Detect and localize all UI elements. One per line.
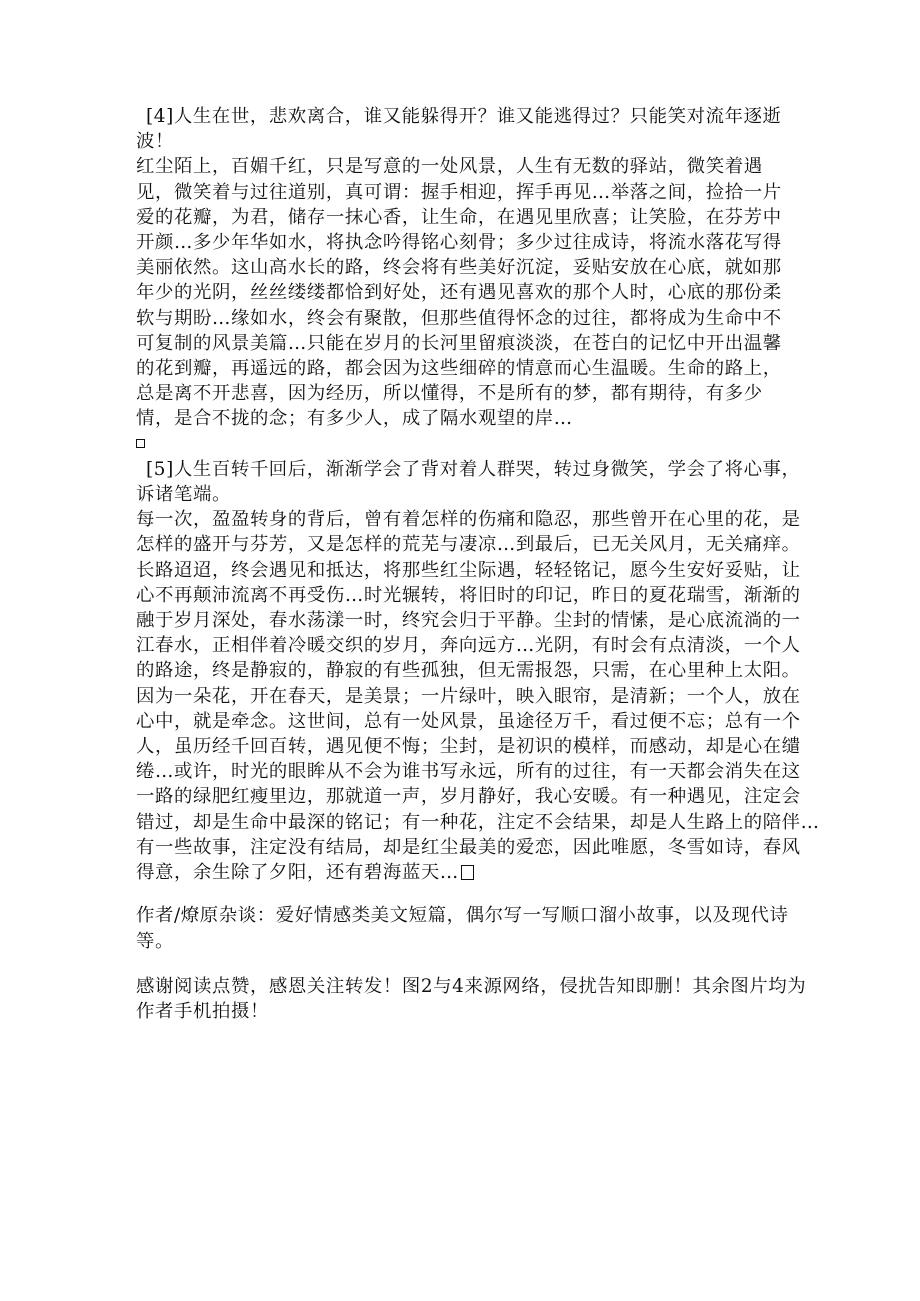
- author-note: [136, 903, 789, 953]
- paragraph-line: 见，微笑着与过往道别，真可谓：握手相迎，挥手再见…举落之间，捡拾一片: [136, 181, 782, 203]
- placeholder-box-icon: [136, 439, 145, 448]
- paragraph-line: 情，是合不拢的念；有多少人，成了隔水观望的岸…: [136, 408, 573, 430]
- spacer: [136, 885, 784, 903]
- paragraph-line: 融于岁月深处，春水荡漾一时，终究会归于平静。尘封的情愫，是心底流淌的一: [136, 610, 801, 632]
- section-5-heading-line: 诉诸笔端。: [136, 484, 231, 506]
- paragraph-line: 错过，却是生命中最深的铭记；有一种花，注定不会结果，却是人生路上的陪伴…: [136, 811, 820, 833]
- thanks-note: [136, 974, 807, 1024]
- section-5: [136, 457, 820, 885]
- section-4-heading-line: [4]人生在世，悲欢离合，谁又能躲得开？谁又能逃得过？只能笑对流年逐逝: [146, 106, 782, 127]
- paragraph-line: 红尘陌上，百媚千红，只是写意的一处风景，人生有无数的驿站，微笑着遇: [136, 156, 763, 178]
- missing-image-placeholder: [136, 432, 784, 457]
- paragraph-line: 美丽依然。这山高水长的路，终会将有些美好沉淀，妥贴安放在心底，就如那: [136, 257, 782, 279]
- paragraph-line: 年少的光阴，丝丝缕缕都恰到好处，还有遇见喜欢的那个人时，心底的那份柔: [136, 282, 782, 304]
- paragraph-line: 爱的花瓣，为君，储存一抹心香，让生命，在遇见里欣喜；让笑脸，在芬芳中: [136, 206, 782, 228]
- paragraph-line: 可复制的风景美篇…只能在岁月的长河里留痕淡淡，在苍白的记忆中开出温馨: [136, 332, 782, 354]
- paragraph-line: 怎样的盛开与芬芳，又是怎样的荒芜与凄凉…到最后，已无关风月，无关痛痒。: [136, 534, 801, 556]
- thanks-line: 作者手机拍摄！: [136, 1000, 269, 1022]
- paragraph-line: 长路迢迢，终会遇见和抵达，将那些红尘际遇，轻轻铭记，愿今生安好妥贴，让: [136, 559, 801, 581]
- paragraph-line: 的路途，终是静寂的，静寂的有些孤独，但无需报怨，只需，在心里种上太阳。: [136, 660, 801, 682]
- thanks-line: 感谢阅读点赞，感恩关注转发！图2与4来源网络，侵扰告知即删！其余图片均为: [136, 975, 807, 997]
- paragraph-line: 每一次，盈盈转身的背后，曾有着怎样的伤痛和隐忍，那些曾开在心里的花，是: [136, 509, 801, 531]
- author-line: 等。: [136, 930, 174, 952]
- paragraph-line: 江春水，正相伴着冷暖交织的岁月，奔向远方…光阴，有时会有点清淡，一个人: [136, 635, 801, 657]
- placeholder-box-icon: [461, 865, 474, 880]
- author-line: 作者/燎原杂谈：爱好情感类美文短篇，偶尔写一写顺口溜小故事，以及现代诗: [136, 905, 789, 927]
- document-page: [136, 104, 820, 1024]
- spacer: [136, 954, 784, 974]
- paragraph-line: 开颜…多少年华如水，将执念吟得铭心刻骨；多少过往成诗，将流水落花写得: [136, 232, 782, 254]
- paragraph-line-text: 得意，余生除了夕阳，还有碧海蓝天…: [136, 862, 459, 884]
- paragraph-line: 绻…或许，时光的眼眸从不会为谁书写永远，所有的过往，有一天都会消失在这: [136, 761, 801, 783]
- section-5-heading-line: [5]人生百转千回后，渐渐学会了背对着人群哭，转过身微笑，学会了将心事，: [146, 458, 801, 480]
- paragraph-line-last: [136, 860, 784, 885]
- paragraph-line: 的花到瓣，再遥远的路，都会因为这些细碎的情意而心生温暖。生命的路上，: [136, 358, 782, 380]
- paragraph-line: 人，虽历经千回百转，遇见便不悔；尘封，是初识的模样，而感动，却是心在缱: [136, 736, 801, 758]
- section-4: [136, 104, 784, 457]
- section-4-heading-line: 波！: [136, 131, 174, 153]
- paragraph-line: 心不再颠沛流离不再受伤…时光辗转，将旧时的印记，昨日的夏花瑞雪，渐渐的: [136, 584, 801, 606]
- paragraph-line: 因为一朵花，开在春天，是美景；一片绿叶，映入眼帘，是清新；一个人，放在: [136, 685, 801, 707]
- paragraph-line: 有一些故事，注定没有结局，却是红尘最美的爱恋，因此唯愿，冬雪如诗，春风: [136, 836, 801, 858]
- paragraph-line: 一路的绿肥红瘦里边，那就道一声，岁月静好，我心安暖。有一种遇见，注定会: [136, 786, 801, 808]
- paragraph-line: 软与期盼…缘如水，终会有聚散，但那些值得怀念的过往，都将成为生命中不: [136, 307, 782, 329]
- paragraph-line: 总是离不开悲喜，因为经历，所以懂得，不是所有的梦，都有期待，有多少: [136, 383, 763, 405]
- paragraph-line: 心中，就是牵念。这世间，总有一处风景，虽途径万千，看过便不忘；总有一个: [136, 710, 801, 732]
